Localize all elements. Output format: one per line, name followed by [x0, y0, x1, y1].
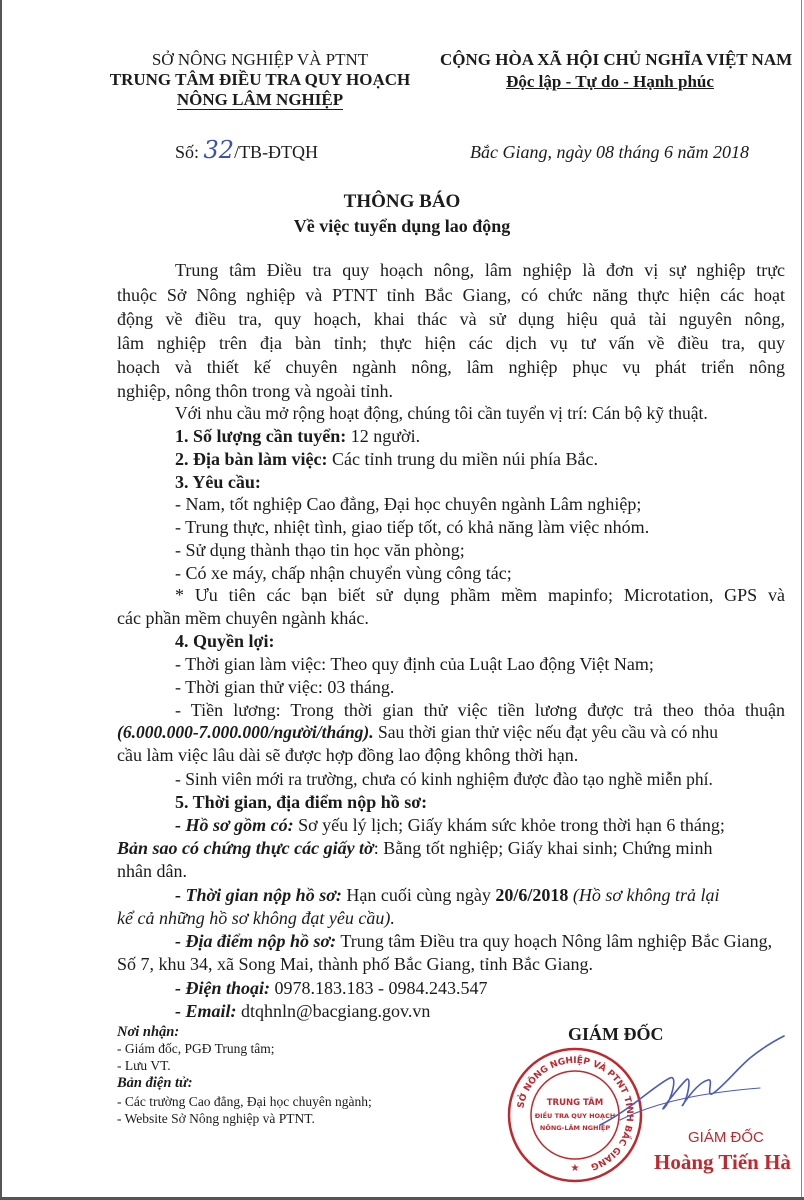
signature-stroke-1: [600, 1036, 784, 1125]
salary-line-1: - Tiền lương: Trong thời gian thử việc tiền lương được trả theo thỏa thuận: [175, 700, 785, 720]
dossier-text: Sơ yếu lý lịch; Giấy khám sức khỏe trong thời hạn 6 tháng;: [293, 815, 725, 835]
agency-name-line2-text: NÔNG LÂM NGHIỆP: [176, 90, 344, 109]
requirement-item-2: - Trung thực, nhiệt tình, giao tiếp tốt, có khả năng làm việc nhóm.: [175, 517, 650, 537]
document-title: THÔNG BÁO: [343, 191, 461, 212]
document-number-suffix: /TB-ĐTQH: [234, 142, 319, 162]
section-3-label: 3. Yêu cầu:: [175, 472, 261, 492]
document-number-prefix: Số:: [175, 142, 200, 162]
country-name: CỘNG HÒA XÃ HỘI CHỦ NGHĨA VIỆT NAM: [440, 50, 793, 69]
intro-line-6: nghiệp, nông thôn trong và ngoài tỉnh.: [117, 381, 393, 401]
email-label: - Email:: [175, 1001, 237, 1021]
page-edge-right: [801, 0, 802, 1200]
salary-rest: Sau thời gian thử việc nếu đạt yêu cầu và có nhu: [373, 722, 718, 742]
stamp-center-line-2: ĐIỀU TRA QUY HOẠCH: [534, 1112, 616, 1120]
copies-line: [117, 837, 712, 859]
stamp-center-line-1: TRUNG TÂM: [546, 1098, 604, 1108]
recipient-item-1: - Giám đốc, PGĐ Trung tâm;: [117, 1041, 275, 1056]
salary-amount: (6.000.000-7.000.000/người/tháng).: [117, 722, 374, 742]
phone-text: 0978.183.183 - 0984.243.547: [270, 978, 488, 998]
salary-line-3: cầu làm việc lâu dài sẽ được hợp đồng lao động không thời hạn.: [117, 745, 579, 765]
deadline-line: [175, 884, 719, 906]
signature-stroke-2: [620, 1088, 760, 1120]
section-1-value: 12 người.: [346, 426, 421, 446]
requirement-item-3: - Sử dụng thành thạo tin học văn phòng;: [175, 540, 465, 560]
national-motto: [440, 72, 780, 92]
handwritten-signature: [560, 1030, 790, 1140]
agency-name-line2: [100, 90, 420, 110]
requirement-item-1: - Nam, tốt nghiệp Cao đẳng, Đại học chuyên ngành Lâm nghiệp;: [175, 494, 642, 514]
dossier-line: [175, 814, 725, 836]
national-motto-text: Độc lập - Tự do - Hạnh phúc: [506, 72, 714, 91]
phone-line: [175, 977, 488, 999]
signature-title: GIÁM ĐỐC: [568, 1024, 664, 1044]
page-edge-left: [0, 0, 2, 1200]
document-number: [175, 136, 319, 164]
document-subtitle: Về việc tuyển dụng lao động: [293, 216, 511, 236]
copies-line-2: nhân dân.: [117, 861, 187, 881]
signer-title: GIÁM ĐỐC: [688, 1129, 764, 1146]
deadline-note-1: (Hồ sơ không trả lại: [568, 885, 720, 905]
priority-line-1: * Ưu tiên các bạn biết sử dụng phầm mềm mapinfo; Microtation, GPS và: [175, 585, 785, 605]
stamp-center-line-3: NÔNG-LÂM NGHIỆP: [539, 1124, 611, 1132]
stamp-star-icon: ★: [570, 1163, 580, 1174]
benefit-item-1: - Thời gian làm việc: Theo quy định của Luật Lao động Việt Nam;: [175, 654, 654, 674]
email-text: dtqhnln@bacgiang.gov.vn: [236, 1001, 431, 1021]
place-label: - Địa điểm nộp hồ sơ:: [175, 931, 337, 951]
priority-line-2: các phần mềm chuyên ngành khác.: [117, 608, 369, 628]
copies-text: : Bằng tốt nghiệp; Giấy khai sinh; Chứng minh: [373, 838, 713, 858]
deadline-note-2: kể cả những hồ sơ không đạt yêu cầu).: [117, 908, 395, 928]
phone-label: - Điện thoại:: [175, 978, 271, 998]
recipient-item-2: - Lưu VT.: [117, 1058, 171, 1073]
deadline-text: Hạn cuối cùng ngày: [341, 885, 496, 905]
signer-name: Hoàng Tiến Hà: [654, 1150, 791, 1174]
requirement-item-4: - Có xe máy, chấp nhận chuyển vùng công tác;: [175, 563, 512, 583]
agency-name-line1: TRUNG TÂM ĐIỀU TRA QUY HOẠCH: [109, 70, 411, 89]
position-line: Với nhu cầu mở rộng hoạt động, chúng tôi cần tuyển vị trí: Cán bộ kỹ thuật.: [175, 403, 708, 423]
section-2-value: Các tỉnh trung du miền núi phía Bắc.: [327, 449, 598, 469]
section-2-location: [175, 448, 598, 470]
email-line: [175, 1000, 430, 1022]
intro-line-4: lâm nghiệp trên địa bàn tỉnh; thực hiện các dịch vụ tư vấn về điều tra, quy: [117, 333, 785, 353]
benefit-item-4: - Sinh viên mới ra trường, chưa có kinh nghiệm được đào tạo nghề miễn phí.: [175, 769, 713, 789]
dossier-label: - Hồ sơ gồm có:: [175, 815, 294, 835]
place-date: Bắc Giang, ngày 08 tháng 6 năm 2018: [470, 142, 749, 162]
intro-line-3: động về điều tra, quy hoạch, khai thác và sử dụng hiệu quả tài nguyên nông,: [117, 309, 785, 329]
section-5-label: 5. Thời gian, địa điểm nộp hồ sơ:: [175, 792, 428, 812]
stamp-ring-text: SỞ NÔNG NGHIỆP VÀ PTNT TỈNH BẮC GIANG: [516, 1055, 635, 1172]
document-number-handwritten: 32: [203, 136, 235, 164]
place-line: [175, 930, 772, 952]
intro-line-1: Trung tâm Điều tra quy hoạch nông, lâm nghiệp là đơn vị sự nghiệp trực: [175, 260, 785, 280]
deadline-label: - Thời gian nộp hồ sơ:: [175, 885, 342, 905]
section-1-label: 1. Số lượng cần tuyển:: [175, 426, 347, 446]
electronic-label: Bản điện tử:: [117, 1075, 193, 1091]
electronic-item-1: - Các trường Cao đẳng, Đại học chuyên ngành;: [117, 1094, 372, 1109]
recipients-label: Nơi nhận:: [117, 1024, 180, 1040]
deadline-date: 20/6/2018: [495, 885, 569, 905]
salary-line-2: [117, 721, 718, 743]
section-2-label: 2. Địa bàn làm việc:: [175, 449, 328, 469]
place-line-2: Số 7, khu 34, xã Song Mai, thành phố Bắc Giang, tỉnh Bắc Giang.: [117, 954, 593, 974]
intro-line-5: hoạch và thiết kế chuyên ngành nông, lâm nghiệp phục vụ phát triển nông: [117, 357, 785, 377]
electronic-item-2: - Website Sở Nông nghiệp và PTNT.: [117, 1111, 315, 1126]
benefit-item-2: - Thời gian thử việc: 03 tháng.: [175, 677, 395, 697]
section-4-label: 4. Quyền lợi:: [175, 631, 275, 651]
agency-parent: SỞ NÔNG NGHIỆP VÀ PTNT: [151, 50, 369, 69]
place-text: Trung tâm Điều tra quy hoạch Nông lâm nghiệp Bắc Giang,: [336, 931, 773, 951]
section-1-quantity: [175, 425, 420, 447]
intro-line-2: thuộc Sở Nông nghiệp và PTNT tỉnh Bắc Giang, có chức năng thực hiện các hoạt: [117, 285, 785, 305]
copies-label: Bản sao có chứng thực các giấy tờ: [117, 838, 374, 858]
